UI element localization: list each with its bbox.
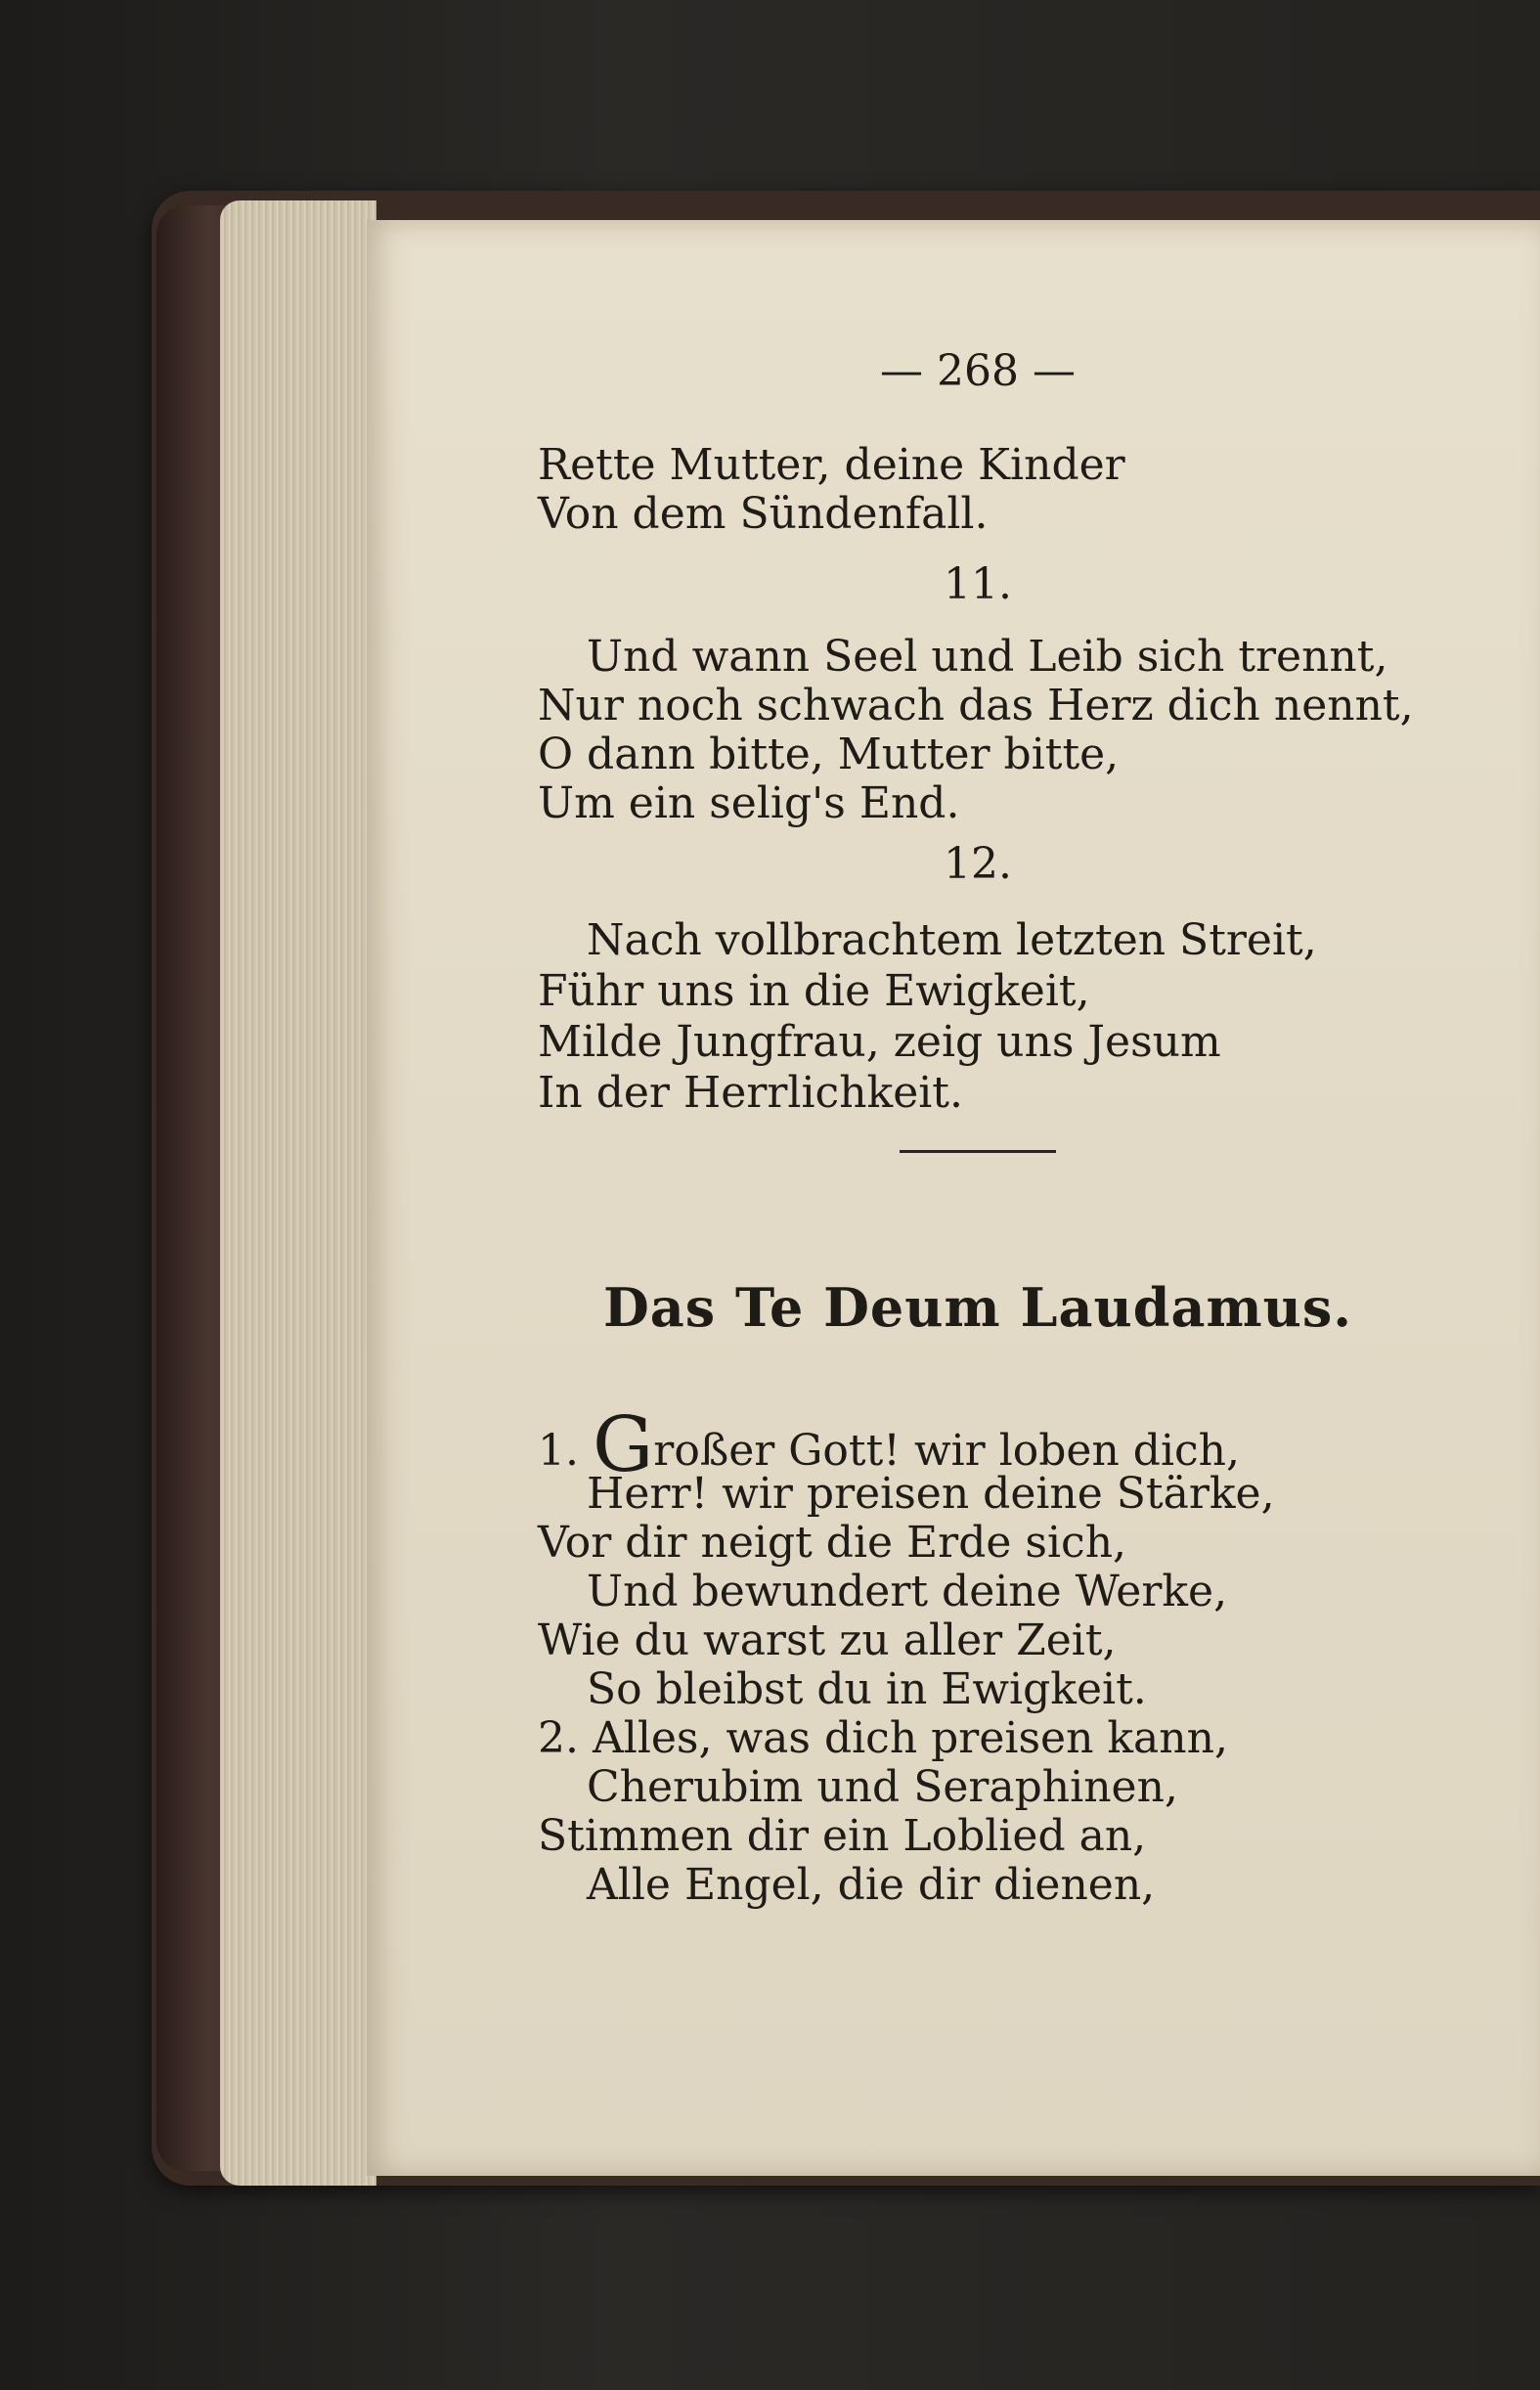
verse-line: Cherubim und Seraphinen, [587, 1762, 1178, 1812]
verse-line: O dann bitte, Mutter bitte, [538, 730, 1120, 779]
verse-line: Von dem Sündenfall. [538, 489, 989, 539]
verse-line: Vor dir neigt die Erde sich, [538, 1518, 1127, 1568]
verse-line: 2. Alles, was dich preisen kann, [538, 1713, 1228, 1763]
verse-line: Alle Engel, die dir dienen, [587, 1860, 1156, 1910]
verse-line: Rette Mutter, deine Kinder [538, 440, 1125, 490]
verse-line: So bleibst du in Ewigkeit. [587, 1664, 1147, 1714]
drop-cap: G [592, 1401, 654, 1489]
stanza-number: 11. [944, 559, 1012, 609]
verse-number: 1. [538, 1426, 579, 1476]
verse-line: Wie du warst zu aller Zeit, [538, 1615, 1117, 1665]
section-divider [900, 1150, 1056, 1153]
verse-line: Herr! wir preisen deine Stärke, [587, 1469, 1275, 1519]
hymn-title: Das Te Deum Laudamus. [602, 1276, 1353, 1339]
verse-line: Milde Jungfrau, zeig uns Jesum [538, 1017, 1221, 1067]
verse-line: Stimmen dir ein Loblied an, [538, 1811, 1147, 1861]
verse-line: Und wann Seel und Leib sich trennt, [587, 632, 1388, 682]
verse-line: Nach vollbrachtem letzten Streit, [587, 915, 1317, 965]
page-edges [220, 200, 376, 2186]
stanza-number: 12. [944, 839, 1012, 889]
verse-line: In der Herrlichkeit. [538, 1068, 963, 1118]
verse-line: Um ein selig's End. [538, 778, 960, 828]
verse-line: Und bewundert deine Werke, [587, 1567, 1228, 1616]
verse-line: Führ uns in die Ewigkeit, [538, 966, 1090, 1016]
verse-line-text: roßer Gott! wir loben dich, [653, 1426, 1240, 1476]
page-number: — 268 — [880, 346, 1076, 396]
verse-line: Nur noch schwach das Herz dich nennt, [538, 681, 1414, 730]
